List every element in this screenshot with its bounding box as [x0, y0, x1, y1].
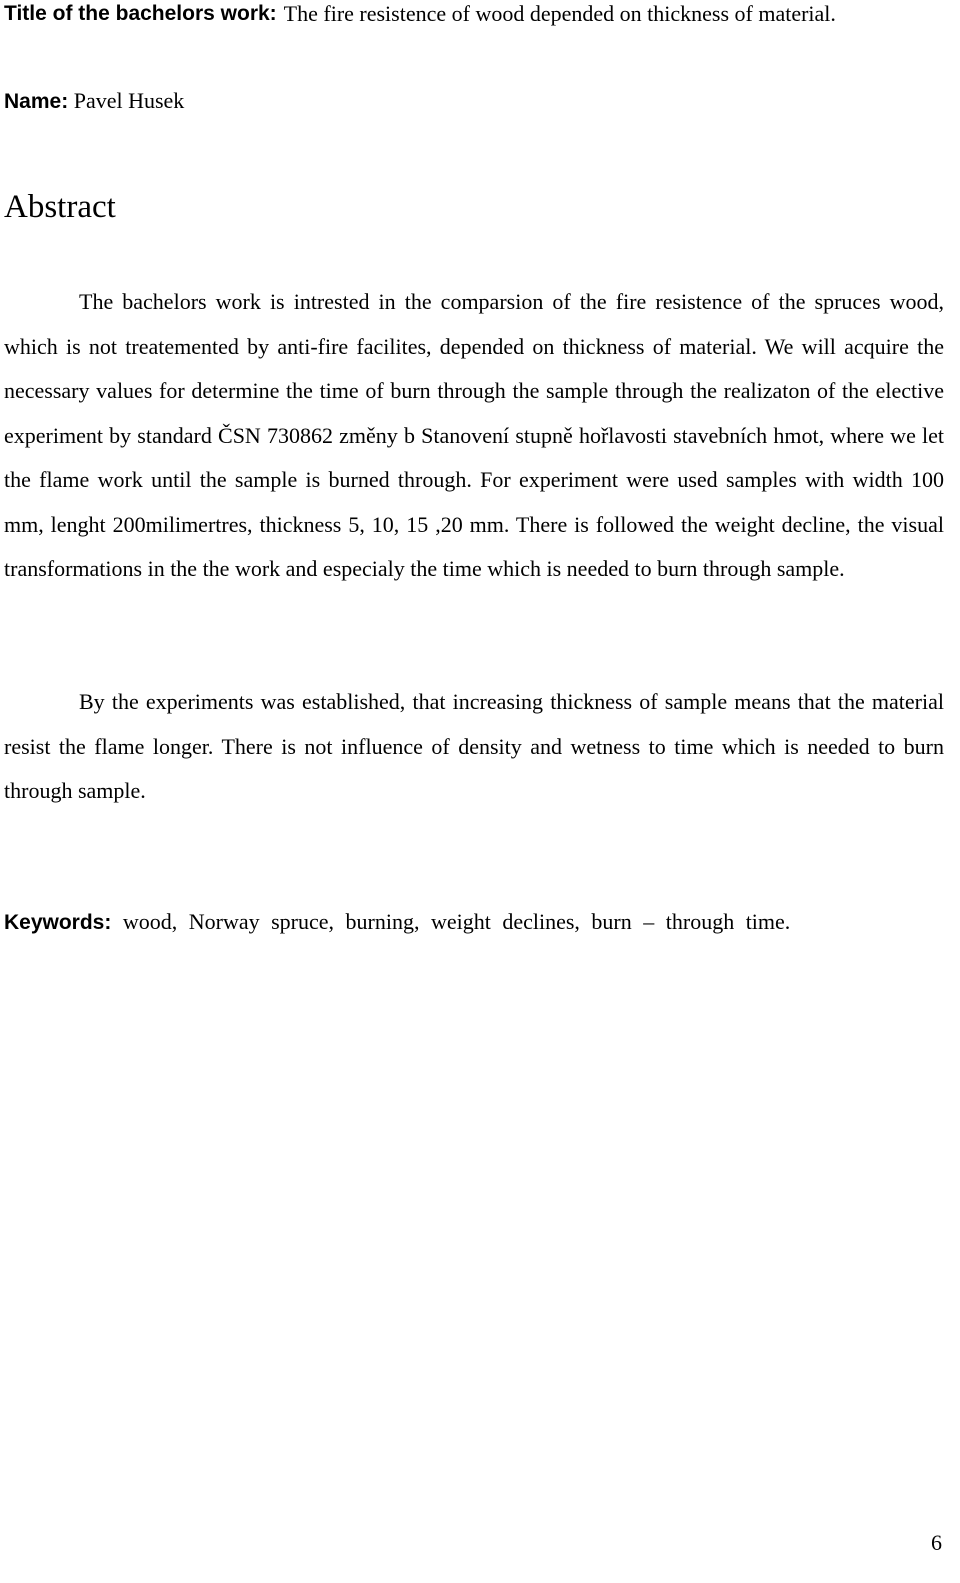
- keywords-line: [4, 900, 944, 945]
- thesis-title-line: [4, 0, 884, 27]
- abstract-heading: Abstract: [4, 189, 116, 225]
- author-name-value: Pavel Husek: [73, 88, 185, 113]
- abstract-paragraph-2: By the experiments was established, that increasing thickness of sample means that the material resist the flame longer. There is not influence of density and wetness to time which is needed to burn through sample.: [4, 689, 944, 803]
- abstract-paragraph-1: The bachelors work is intrested in the comparsion of the fire resistence of the spruces wood, which is not treatemented by anti-fire facilites, depended on thickness of material. We will acquire the necessary values for determine the time of burn through the sample through the realizaton of the elective experiment by standard ČSN 730862 změny b Stanovení stupně hořlavosti stavebních hmot, where we let the flame work until the sample is burned through. For experiment were used samples with width 100 mm, lenght 200milimertres, thickness 5, 10, 15 ,20 mm. There is followed the weight decline, the visual transformations in the the work and especialy the time which is needed to burn through sample.: [4, 289, 944, 581]
- page-number: 6: [931, 1530, 942, 1555]
- thesis-title-value: The fire resistence of wood depended on thickness of material.: [283, 1, 836, 26]
- keywords-value: wood, Norway spruce, burning, weight declines, burn – through time.: [122, 909, 791, 934]
- keywords-label: Keywords:: [4, 911, 112, 934]
- author-name-line: [4, 87, 184, 115]
- thesis-title-label: Title of the bachelors work:: [4, 2, 277, 25]
- author-name-label: Name:: [4, 90, 69, 113]
